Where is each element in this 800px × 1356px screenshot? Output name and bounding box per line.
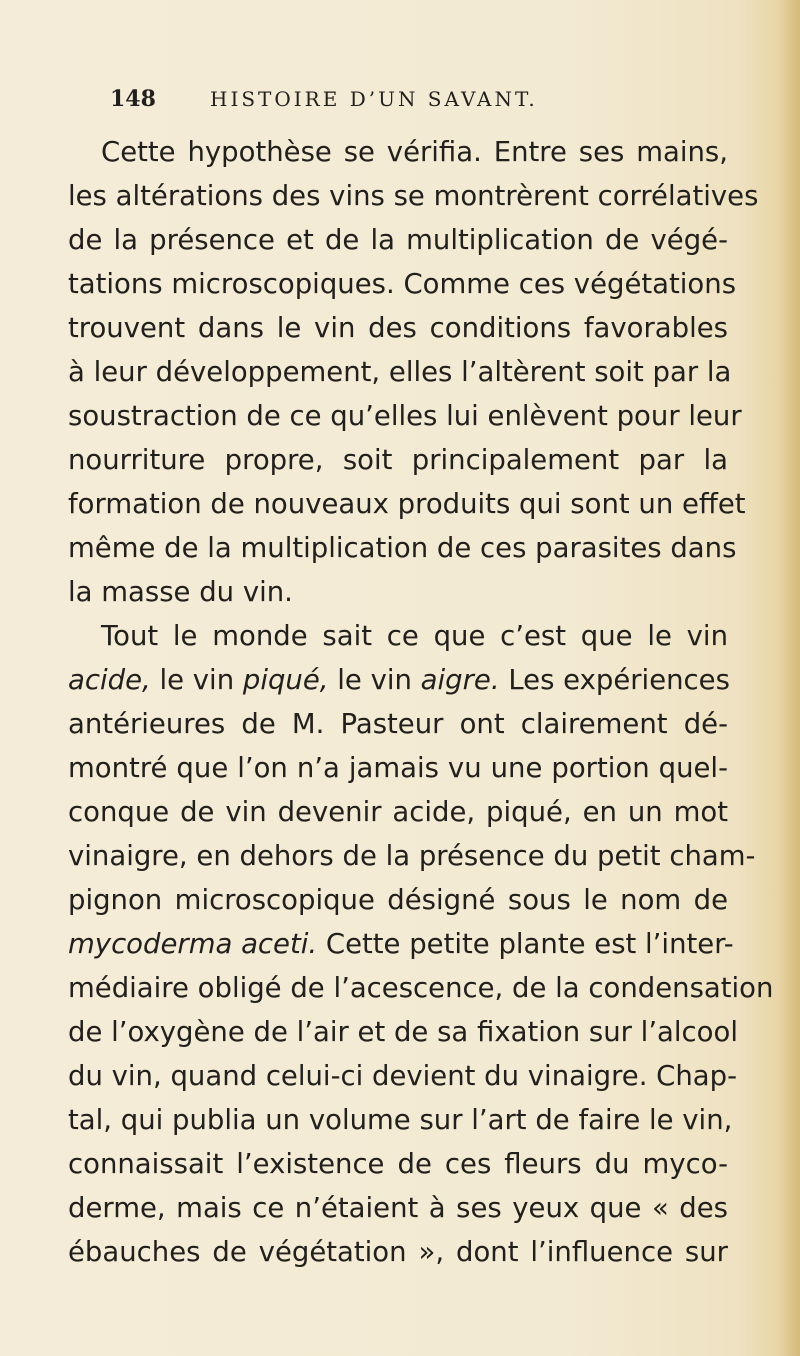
text-line: derme, mais ce n’étaient à ses yeux que « des — [68, 1192, 728, 1224]
text-line: du vin, quand celui-ci devient du vinaigre. Chap- — [68, 1060, 738, 1092]
text-line: nourriture propre, soit principalement par la — [68, 444, 728, 476]
text-run: le vin — [150, 664, 243, 696]
text-line: de la présence et de la multiplication de végé- — [68, 224, 728, 256]
running-head — [110, 82, 750, 116]
text-line: tations microscopiques. Comme ces végétations — [68, 268, 737, 300]
text-line: les altérations des vins se montrèrent corrélatives — [68, 180, 759, 212]
text-line: Tout le monde sait ce que c’est que le vin — [101, 620, 728, 652]
italic-term: aigre. — [420, 664, 500, 696]
text-line-mixed — [68, 922, 734, 966]
text-line: trouvent dans le vin des conditions favorables — [68, 312, 728, 344]
text-run: Les expériences — [499, 664, 730, 696]
body-text — [68, 130, 774, 1274]
text-line: pignon microscopique désigné sous le nom de — [68, 884, 728, 916]
text-line: montré que l’on n’a jamais vu une portion quel- — [68, 752, 728, 784]
text-line: Cette hypothèse se vérifia. Entre ses mains, — [101, 136, 728, 168]
text-line: la masse du vin. — [68, 576, 293, 608]
text-line: conque de vin devenir acide, piqué, en un mot — [68, 796, 728, 828]
text-line: ébauches de végétation », dont l’influence sur — [68, 1236, 728, 1268]
text-line: antérieures de M. Pasteur ont clairement dé- — [68, 708, 728, 740]
text-run: Cette petite plante est l’inter- — [317, 928, 734, 960]
text-line: tal, qui publia un volume sur l’art de faire le vin, — [68, 1104, 733, 1136]
italic-term: acide, — [68, 664, 151, 696]
text-line: de l’oxygène de l’air et de sa fixation sur l’alcool — [68, 1016, 738, 1048]
page-edge-shadow — [778, 0, 800, 1356]
text-line: formation de nouveaux produits qui sont un effet — [68, 488, 746, 520]
text-line: soustraction de ce qu’elles lui enlèvent pour leur — [68, 400, 742, 432]
text-line: à leur développement, elles l’altèrent soit par la — [68, 356, 732, 388]
text-run: le vin — [328, 664, 421, 696]
italic-term: mycoderma aceti. — [68, 928, 318, 960]
text-line: connaissait l’existence de ces fleurs du myco- — [68, 1148, 728, 1180]
italic-term: piqué, — [242, 664, 329, 696]
text-line: médiaire obligé de l’acescence, de la condensation — [68, 972, 774, 1004]
text-line: vinaigre, en dehors de la présence du petit cham- — [68, 840, 756, 872]
page-number: 148 — [110, 86, 156, 112]
running-title: HISTOIRE D’UN SAVANT. — [210, 87, 538, 111]
text-line: même de la multiplication de ces parasites dans — [68, 532, 737, 564]
text-line-mixed — [68, 658, 728, 702]
